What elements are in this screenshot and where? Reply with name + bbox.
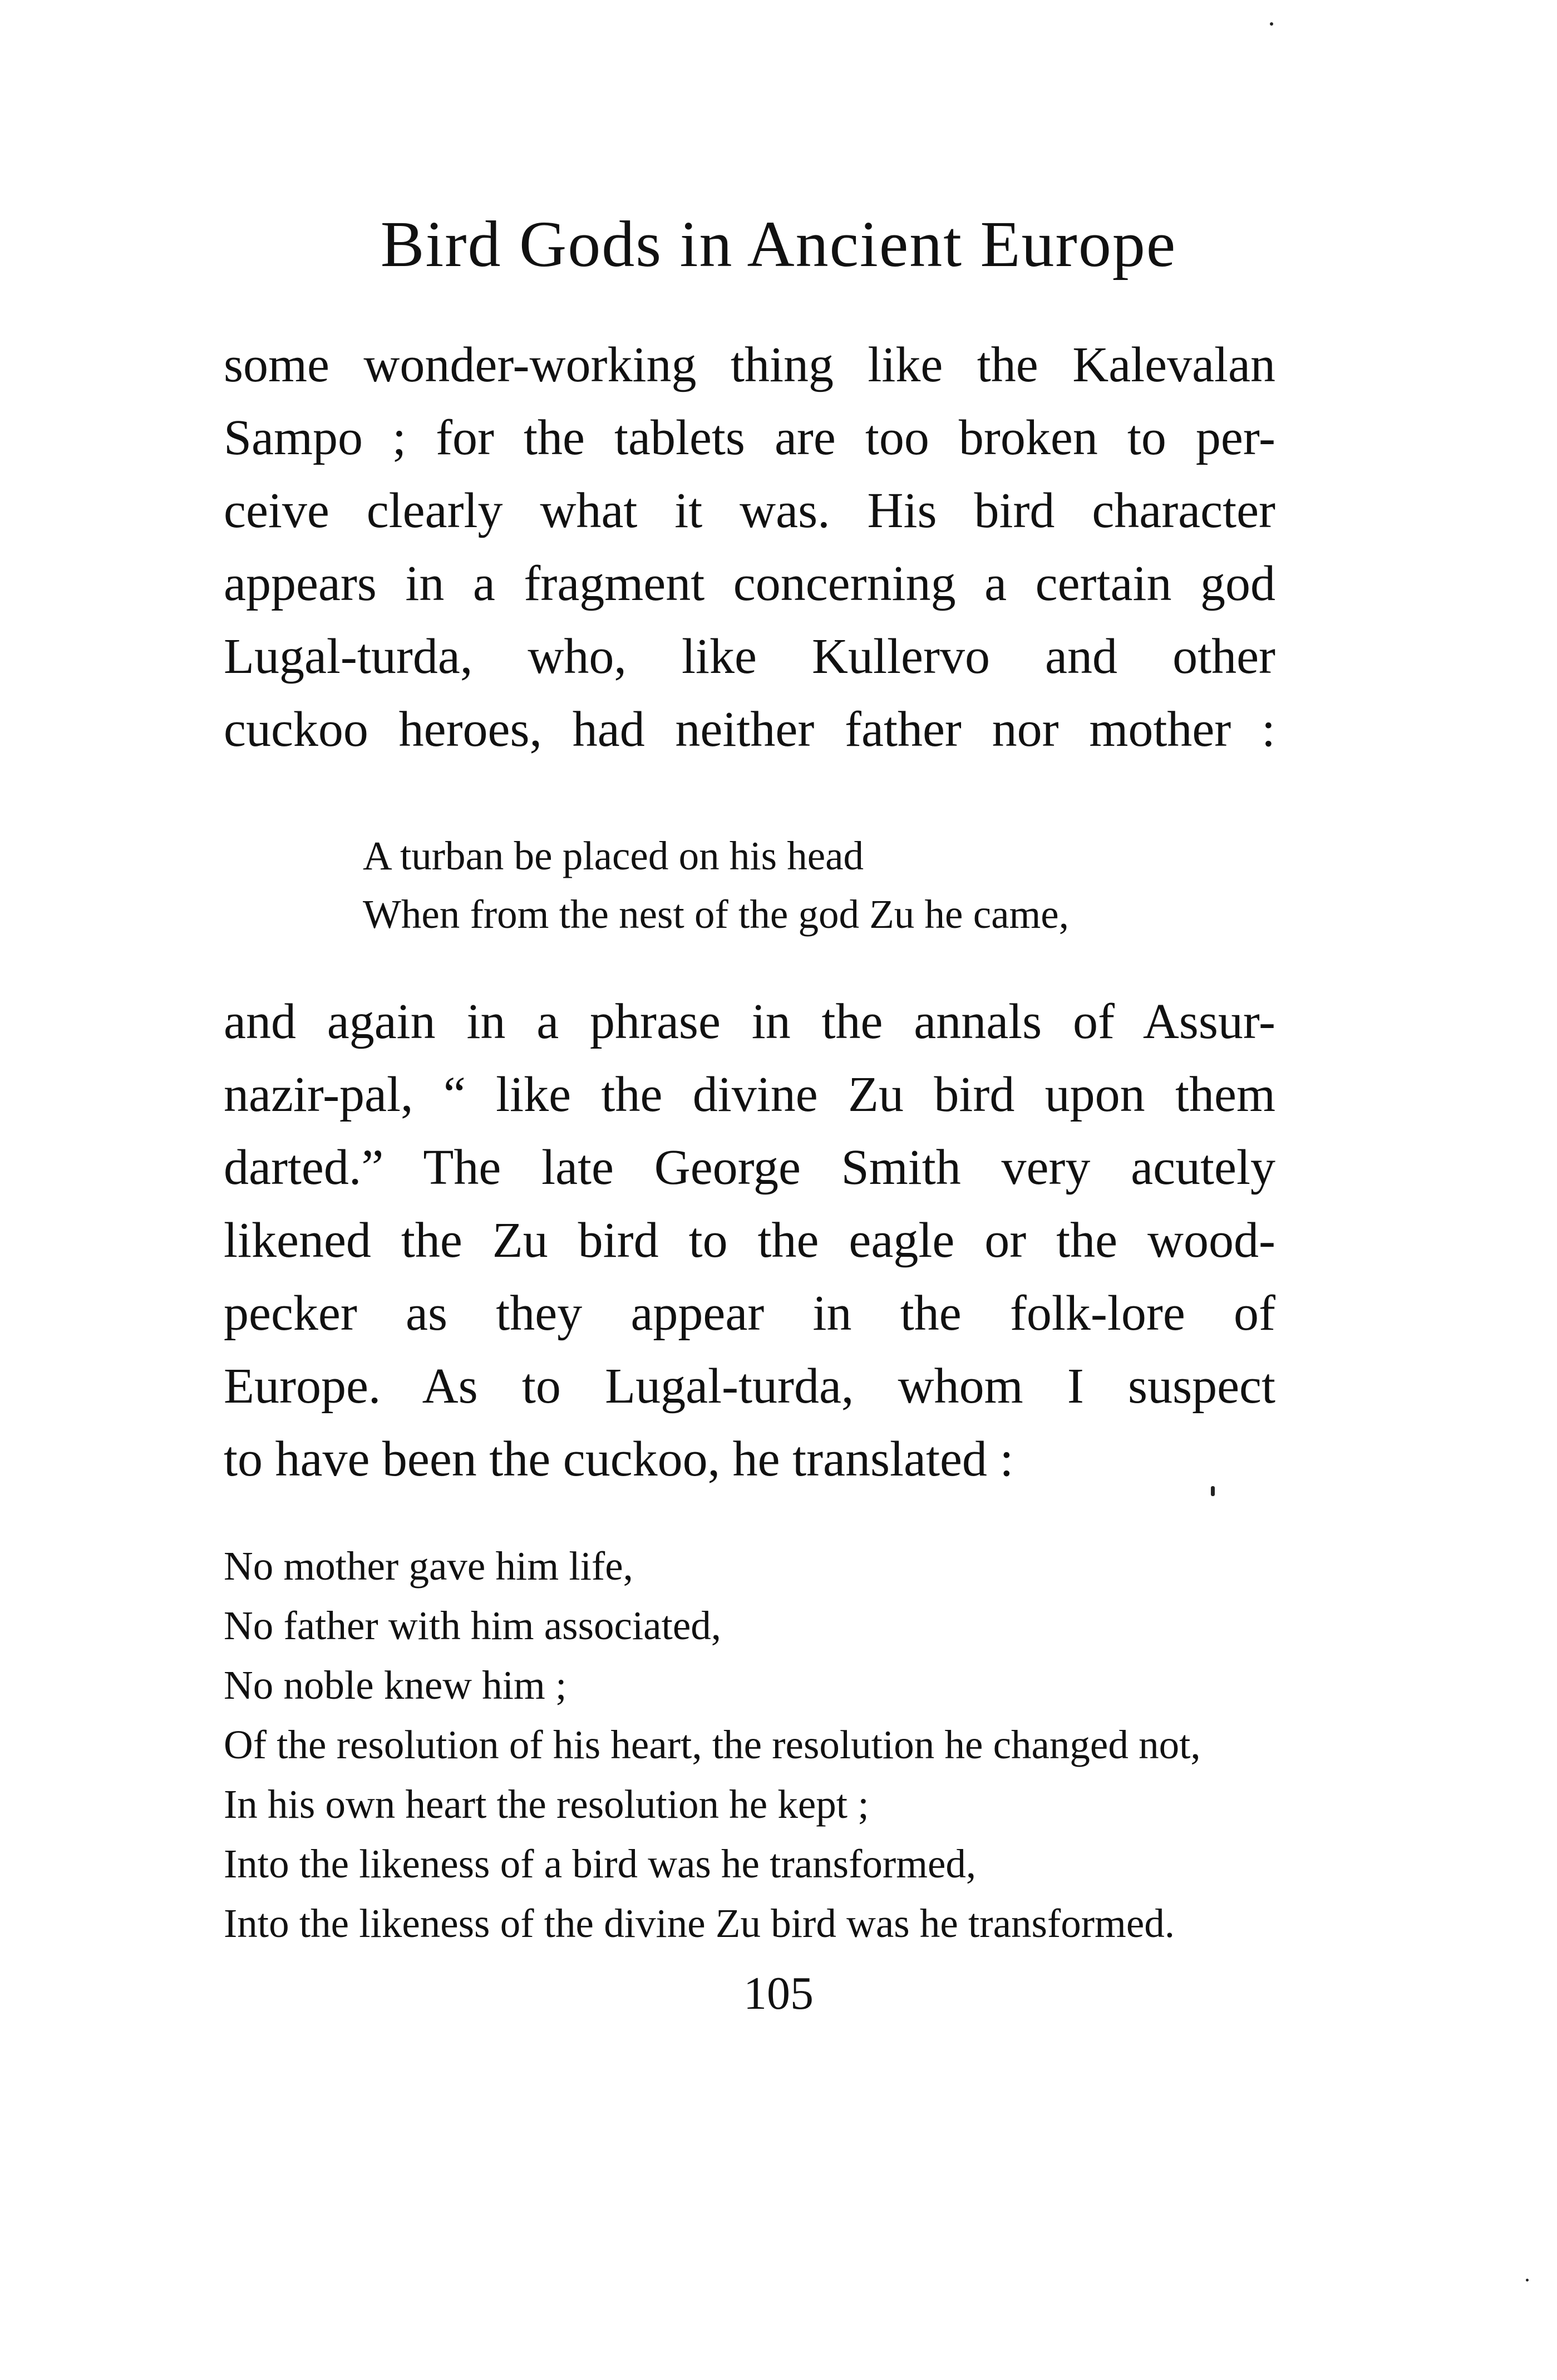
verse-line: Into the likeness of the divine Zu bird was he transformed.	[224, 1901, 1175, 1946]
verse-line: No noble knew him ;	[224, 1663, 567, 1708]
paragraph-2-line: pecker as they appear in the folk-lore of	[224, 1286, 1275, 1341]
paragraph-1	[224, 328, 1275, 766]
verse-line: No mother gave him life,	[224, 1543, 633, 1589]
paragraph-2-line: nazir-pal, “ like the divine Zu bird upon them	[224, 1067, 1275, 1122]
paragraph-2-line: Europe. As to Lugal-turda, whom I suspect	[224, 1359, 1275, 1414]
paragraph-1-line: appears in a fragment concerning a certain god	[224, 556, 1275, 611]
paragraph-1-line: ceive clearly what it was. His bird character	[224, 483, 1275, 538]
scan-speck	[1270, 22, 1273, 26]
page-number: 105	[743, 1968, 814, 2019]
paragraph-2	[224, 985, 1275, 1496]
verse-quotation-2	[224, 1536, 1201, 1953]
paragraph-1-line: cuckoo heroes, had neither father nor mother :	[224, 702, 1275, 757]
paragraph-2-line: darted.” The late George Smith very acutely	[224, 1140, 1275, 1195]
verse-line: When from the nest of the god Zu he came,	[363, 892, 1069, 937]
verse-line: Into the likeness of a bird was he transformed,	[224, 1841, 977, 1886]
paragraph-1-line: some wonder-working thing like the Kalevalan	[224, 337, 1275, 392]
paragraph-1-line: Lugal-turda, who, like Kullervo and other	[224, 629, 1275, 684]
verse-line: In his own heart the resolution he kept ;	[224, 1782, 869, 1827]
verse-line: No father with him associated,	[224, 1603, 722, 1648]
running-head: Bird Gods in Ancient Europe	[380, 208, 1177, 281]
paragraph-2-line: and again in a phrase in the annals of Assur-	[224, 994, 1275, 1049]
scan-speck	[1211, 1486, 1215, 1496]
paragraph-2-line: likened the Zu bird to the eagle or the wood-	[224, 1213, 1275, 1268]
scan-speck	[1526, 2279, 1529, 2281]
verse-line: A turban be placed on his head	[363, 833, 864, 878]
paragraph-2-line: to have been the cuckoo, he translated :	[224, 1432, 1014, 1487]
verse-line: Of the resolution of his heart, the resolution he changed not,	[224, 1722, 1201, 1767]
verse-quotation-1	[363, 827, 1069, 943]
paragraph-1-line: Sampo ; for the tablets are too broken to per-	[224, 410, 1275, 465]
